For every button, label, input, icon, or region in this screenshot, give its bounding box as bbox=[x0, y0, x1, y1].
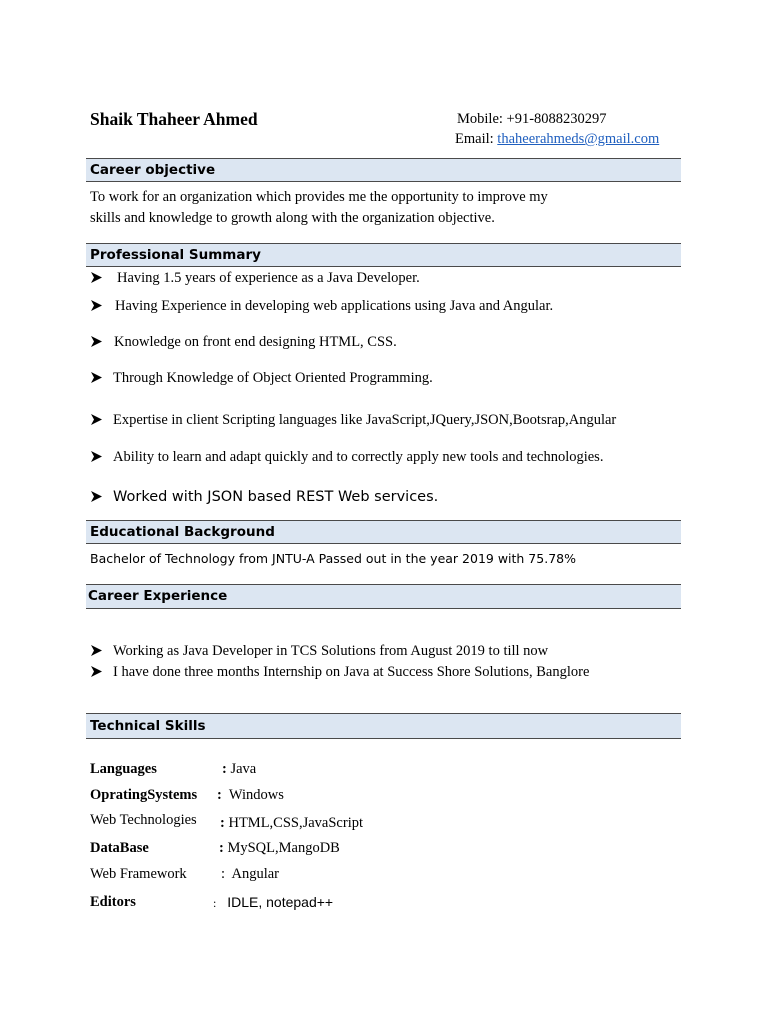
skill-value-web-technologies bbox=[220, 815, 363, 832]
experience-bullet bbox=[90, 664, 589, 681]
section-career-objective bbox=[86, 158, 681, 182]
summary-bullet bbox=[90, 370, 433, 387]
email-label: Email: bbox=[455, 131, 498, 147]
section-professional-summary bbox=[86, 243, 681, 267]
objective-line-1: To work for an organization which provides me the opportunity to improve my bbox=[90, 189, 548, 205]
experience-bullet-text: Working as Java Developer in TCS Solutions from August 2019 to till now bbox=[113, 643, 549, 659]
arrow-bullet-icon bbox=[90, 300, 103, 311]
summary-bullet bbox=[90, 489, 438, 505]
skill-value: Windows bbox=[228, 787, 284, 803]
summary-bullet-text: Knowledge on front end designing HTML, CSS. bbox=[114, 334, 397, 350]
skill-label-languages: Languages bbox=[90, 761, 157, 777]
summary-bullet-text: Having Experience in developing web applications using Java and Angular. bbox=[115, 298, 554, 314]
education-line: Bachelor of Technology from JNTU-A Passed out in the year 2019 with 75.78% bbox=[90, 551, 576, 566]
section-heading: Technical Skills bbox=[90, 718, 206, 734]
arrow-bullet-icon bbox=[90, 451, 103, 462]
arrow-bullet-icon bbox=[90, 645, 103, 656]
skill-separator: : bbox=[219, 840, 224, 856]
skill-value-database bbox=[219, 840, 340, 857]
mobile-number: Mobile: +91-8088230297 bbox=[457, 111, 607, 127]
email-line bbox=[455, 131, 659, 148]
section-heading: Educational Background bbox=[90, 524, 275, 540]
arrow-bullet-icon bbox=[90, 336, 103, 347]
skill-value: IDLE, notepad++ bbox=[227, 894, 334, 910]
summary-bullet bbox=[90, 412, 616, 429]
skill-separator: : bbox=[222, 761, 227, 777]
section-career-experience bbox=[86, 584, 681, 609]
skill-label-web-technologies: Web Technologies bbox=[90, 812, 197, 828]
candidate-name: Shaik Thaheer Ahmed bbox=[90, 109, 258, 129]
summary-bullet-text: Worked with JSON based REST Web services. bbox=[113, 489, 439, 505]
summary-bullet bbox=[90, 298, 553, 315]
summary-bullet-text: Ability to learn and adapt quickly and to correctly apply new tools and technologies. bbox=[113, 449, 604, 465]
summary-bullet-text: Expertise in client Scripting languages like JavaScript,JQuery,JSON,Bootsrap,Angular bbox=[113, 412, 617, 428]
arrow-bullet-icon bbox=[90, 491, 103, 502]
skill-separator: : bbox=[221, 866, 226, 882]
section-heading: Career objective bbox=[90, 162, 216, 178]
section-heading: Career Experience bbox=[88, 588, 228, 604]
summary-bullet bbox=[90, 270, 420, 287]
section-technical-skills bbox=[86, 713, 681, 739]
section-heading: Professional Summary bbox=[90, 247, 261, 263]
arrow-bullet-icon bbox=[90, 666, 103, 677]
skill-value-languages bbox=[222, 761, 256, 778]
section-educational-background bbox=[86, 520, 681, 544]
summary-bullet bbox=[90, 449, 603, 466]
skill-separator: : bbox=[213, 896, 217, 910]
experience-bullet bbox=[90, 643, 548, 660]
experience-bullet-text: I have done three months Internship on Java at Success Shore Solutions, Banglore bbox=[113, 664, 590, 680]
arrow-bullet-icon bbox=[90, 372, 103, 383]
skill-value-operating-systems bbox=[217, 787, 284, 804]
summary-bullet-text: Having 1.5 years of experience as a Java Developer. bbox=[117, 270, 420, 286]
arrow-bullet-icon bbox=[90, 414, 103, 425]
email-link[interactable]: thaheerahmeds@gmail.com bbox=[497, 131, 660, 147]
skill-value: HTML,CSS,JavaScript bbox=[228, 815, 363, 831]
objective-line-2: skills and knowledge to growth along with the organization objective. bbox=[90, 210, 495, 226]
skill-separator: : bbox=[217, 787, 222, 803]
skill-label-editors: Editors bbox=[90, 894, 136, 910]
skill-label-database: DataBase bbox=[90, 840, 149, 856]
arrow-bullet-icon bbox=[90, 272, 103, 283]
summary-bullet-text: Through Knowledge of Object Oriented Programming. bbox=[113, 370, 433, 386]
skill-value: MySQL,MangoDB bbox=[227, 840, 340, 856]
summary-bullet bbox=[90, 334, 397, 351]
skill-value: Angular bbox=[231, 866, 279, 882]
skill-value-editors bbox=[213, 894, 333, 912]
skill-label-web-framework: Web Framework bbox=[90, 866, 187, 882]
skill-separator: : bbox=[220, 815, 225, 831]
skill-value: Java bbox=[230, 761, 257, 777]
skill-label-operating-systems: OpratingSystems bbox=[90, 787, 198, 803]
skill-value-web-framework bbox=[221, 866, 279, 883]
